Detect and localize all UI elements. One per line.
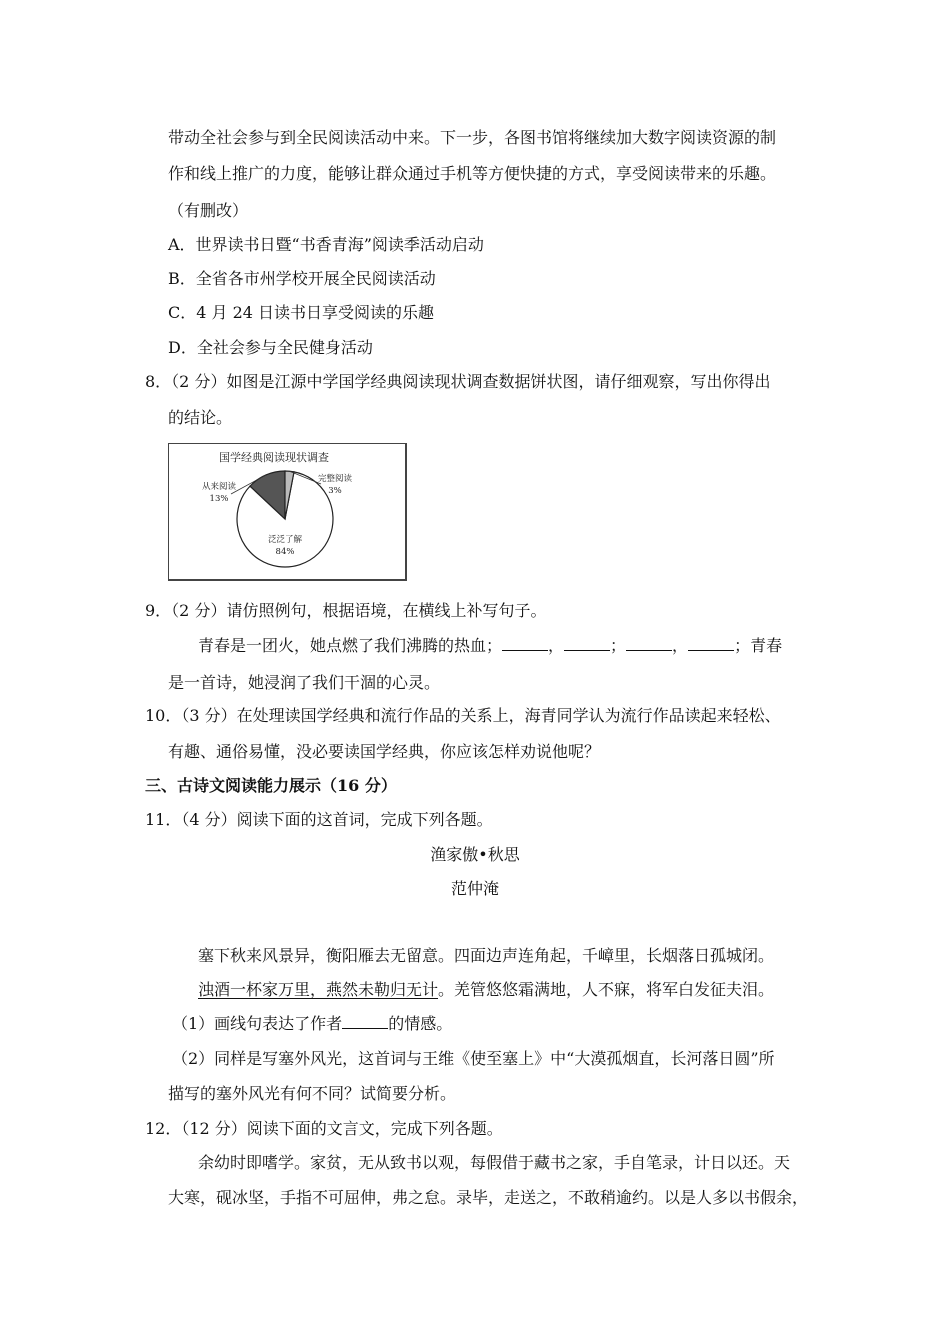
slice-value-general: 84%	[275, 547, 295, 557]
blank-emotion[interactable]	[342, 1014, 388, 1029]
poem-title: 渔家傲•秋思	[430, 845, 520, 864]
separator: ，	[672, 636, 689, 655]
source-note: （有删改）	[168, 201, 249, 220]
question-8-line-1: 8．（2 分）如图是江源中学国学经典阅读现状调查数据饼状图，请仔细观察，写出你得出	[145, 372, 771, 391]
question-9-line-1: 9．（2 分）请仿照例句，根据语境，在横线上补写句子。	[145, 601, 547, 620]
underlined-sentence: 浊酒一杯家万里，燕然未勒归无计	[198, 980, 439, 999]
question-11-sub-1	[172, 1014, 452, 1034]
sub-1-tail: 的情感。	[388, 1014, 453, 1033]
classical-text-line-1: 余幼时即嗜学。家贫，无从致书以观，每假借于藏书之家，手自笔录，计日以还。天	[198, 1153, 791, 1172]
blank-2[interactable]	[564, 636, 610, 651]
sub-1-text: （1）画线句表达了作者	[172, 1014, 343, 1033]
separator: ，	[548, 636, 565, 655]
slice-label-complete-read: 完整阅读	[317, 474, 353, 484]
poem-line-1: 塞下秋来风景异，衡阳雁去无留意。四面边声连角起，千嶂里，长烟落日孤城闭。	[198, 946, 775, 965]
question-10-line-1: 10．（3 分）在处理读国学经典和流行作品的关系上，海青同学认为流行作品读起来轻松、	[145, 706, 781, 725]
classical-text-line-2: 大寒，砚冰坚，手指不可屈伸，弗之怠。录毕，走送之，不敢稍逾约。以是人多以书假余，	[168, 1188, 809, 1207]
blank-3[interactable]	[626, 636, 672, 651]
separator: ；	[610, 636, 627, 655]
slice-label-general: 泛泛了解	[267, 535, 303, 545]
example-sentence: 青春是一团火，她点燃了我们沸腾的热血；	[198, 636, 503, 655]
question-9-line-3: 是一首诗，她浸润了我们干涸的心灵。	[168, 673, 441, 692]
paragraph-line-1: 带动全社会参与到全民阅读活动中来。下一步，各图书馆将继续加大数字阅读资源的制	[168, 128, 777, 147]
poem-line-2-rest: 。羌管悠悠霜满地，人不寐，将军白发征夫泪。	[438, 980, 775, 999]
blank-1[interactable]	[502, 636, 548, 651]
poem-author: 范仲淹	[450, 879, 499, 898]
option-a: A．世界读书日暨“书香青海”阅读季活动启动	[168, 235, 484, 254]
option-d: D．全社会参与全民健身活动	[168, 338, 373, 357]
question-11-sub-2-line-1: （2）同样是写塞外风光，这首词与王维《使至塞上》中“大漠孤烟直，长河落日圆”所	[172, 1049, 775, 1068]
chart-title: 国学经典阅读现状调查	[219, 451, 329, 464]
question-11-line-1: 11．（4 分）阅读下面的这首词，完成下列各题。	[145, 810, 493, 829]
slice-label-never-read: 从来阅读	[201, 482, 237, 492]
blank-4[interactable]	[688, 636, 734, 651]
option-b: B．全省各市州学校开展全民阅读活动	[168, 269, 436, 288]
question-11-sub-2-line-2: 描写的塞外风光有何不同？试简要分析。	[168, 1084, 457, 1103]
poem-line-2	[198, 980, 774, 1000]
slice-value-never-read: 13%	[209, 494, 229, 504]
question-10-line-2: 有趣、通俗易懂，没必要读国学经典，你应该怎样劝说他呢？	[168, 742, 601, 761]
option-c: C．4 月 24 日读书日享受阅读的乐趣	[168, 303, 435, 322]
question-12-line-1: 12．（12 分）阅读下面的文言文，完成下列各题。	[145, 1119, 503, 1138]
section-3-heading: 三、古诗文阅读能力展示（16 分）	[145, 776, 397, 795]
question-8-line-2: 的结论。	[168, 408, 233, 427]
slice-value-complete-read: 3%	[328, 486, 342, 496]
pie-chart-figure	[168, 443, 407, 581]
sentence-tail: ；青春	[734, 636, 783, 655]
question-9-line-2	[198, 636, 782, 656]
paragraph-line-2: 作和线上推广的力度，能够让群众通过手机等方便快捷的方式，享受阅读带来的乐趣。	[168, 164, 777, 183]
pie-chart	[169, 444, 403, 577]
